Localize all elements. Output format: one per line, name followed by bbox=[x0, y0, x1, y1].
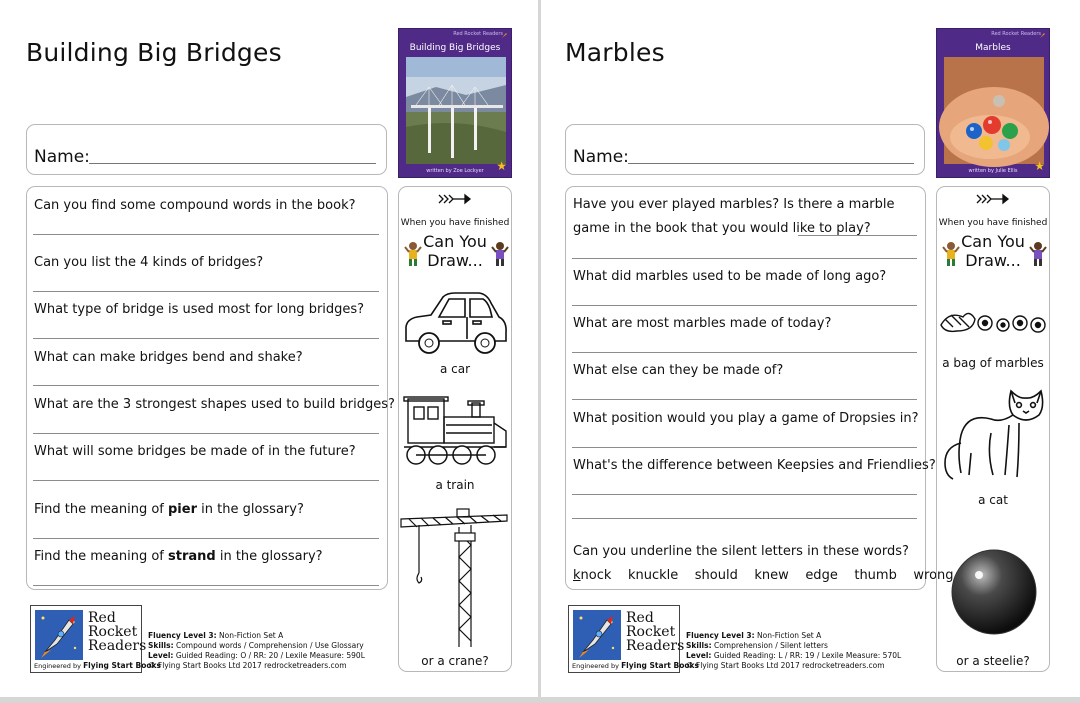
arrow-icon bbox=[937, 190, 1051, 208]
can-you-draw-heading: Can You Draw... bbox=[961, 232, 1025, 270]
logo-text: Red Rocket Readers bbox=[88, 610, 147, 654]
bridge-photo bbox=[406, 57, 506, 164]
rocket-icon bbox=[1036, 32, 1046, 42]
word-wrong[interactable]: wrong bbox=[913, 568, 954, 583]
answer-line[interactable] bbox=[33, 338, 379, 339]
question-1: Can you find some compound words in the book? bbox=[34, 198, 356, 213]
logo-text: Red Rocket Readers bbox=[626, 610, 685, 654]
answer-line[interactable] bbox=[33, 291, 379, 292]
word-thumb[interactable]: thumb bbox=[854, 568, 897, 583]
draw-label-train: a train bbox=[435, 478, 475, 492]
answer-line[interactable] bbox=[572, 305, 917, 306]
page-title: Building Big Bridges bbox=[26, 38, 282, 67]
rocket-icon bbox=[498, 32, 508, 42]
cover-author: written by Julie Ellis bbox=[968, 168, 1018, 174]
answer-line[interactable] bbox=[33, 480, 379, 481]
name-box bbox=[26, 124, 387, 175]
logo-engineered-by: Engineered by Flying Start Books bbox=[34, 661, 161, 670]
question-8: Find the meaning of strand in the glossary? bbox=[34, 549, 323, 564]
cover-series-label: Red Rocket Readers bbox=[453, 31, 503, 37]
question-6: What will some bridges be made of in the future? bbox=[34, 444, 356, 459]
question-5: What are the 3 strongest shapes used to build bridges? bbox=[34, 397, 395, 412]
answer-line[interactable] bbox=[33, 234, 379, 235]
can-you-draw-box bbox=[398, 186, 512, 672]
word-knock[interactable]: knock bbox=[573, 568, 612, 583]
book-info: Fluency Level 3: Non-Fiction Set A Skills: Compound words / Comprehension / Use Glossary Level: Guided Reading: O / RR: 20 / Lexile Measure: 590L © Flying Start Books Ltd 2017 redrocketreaders.com bbox=[148, 631, 365, 670]
star-icon: ★ bbox=[496, 159, 507, 173]
kid-icon bbox=[942, 241, 960, 267]
kid-icon bbox=[491, 241, 509, 267]
answer-line[interactable] bbox=[572, 494, 917, 495]
book-cover bbox=[936, 28, 1050, 178]
glossary-word-pier: pier bbox=[168, 502, 197, 517]
train-picture bbox=[402, 395, 510, 469]
book-info: Fluency Level 3: Non-Fiction Set A Skills: Comprehension / Silent letters Level: Guided Reading: L / RR: 19 / Lexile Measure: 570L © Flying Start Books Ltd 2017 redrocketreaders.com bbox=[686, 631, 902, 670]
draw-label-bag-of-marbles: a bag of marbles bbox=[942, 356, 1044, 370]
silent-letter-k: k bbox=[573, 568, 581, 583]
silent-letter-words bbox=[573, 564, 954, 588]
draw-label-cat: a cat bbox=[978, 493, 1008, 507]
question-1: Have you ever played marbles? Is there a marble game in the book that you would like to play? bbox=[573, 197, 895, 236]
word-edge[interactable]: edge bbox=[805, 568, 838, 583]
question-7: Find the meaning of pier in the glossary? bbox=[34, 502, 304, 517]
steelie-picture bbox=[947, 545, 1041, 639]
question-6: What's the difference between Keepsies and Friendlies? bbox=[573, 458, 936, 473]
kid-icon bbox=[404, 241, 422, 267]
answer-line[interactable] bbox=[572, 518, 917, 519]
rocket-logo-icon bbox=[573, 610, 621, 660]
questions-box bbox=[565, 186, 954, 590]
question-3: What type of bridge is used most for long bridges? bbox=[34, 302, 365, 317]
answer-line[interactable] bbox=[572, 447, 917, 448]
answer-line[interactable] bbox=[572, 352, 917, 353]
can-you-draw-box bbox=[936, 186, 1050, 672]
cover-author: written by Zoe Lockyer bbox=[426, 168, 484, 174]
draw-label-car: a car bbox=[439, 362, 471, 376]
cover-title: Building Big Bridges bbox=[409, 43, 501, 53]
name-label: Name: bbox=[573, 147, 629, 167]
logo-engineered-by: Engineered by Flying Start Books bbox=[572, 661, 699, 670]
car-picture bbox=[403, 289, 509, 359]
rocket-logo-icon bbox=[35, 610, 83, 660]
question-4: What else can they be made of? bbox=[573, 363, 784, 378]
page-title: Marbles bbox=[565, 38, 665, 67]
answer-line[interactable] bbox=[33, 433, 379, 434]
finished-label: When you have finished bbox=[938, 218, 1048, 228]
cover-series-label: Red Rocket Readers bbox=[991, 31, 1041, 37]
can-you-draw-heading: Can You Draw... bbox=[423, 232, 487, 270]
answer-line[interactable] bbox=[572, 399, 917, 400]
question-4: What can make bridges bend and shake? bbox=[34, 350, 303, 365]
name-box bbox=[565, 124, 925, 175]
question-5: What position would you play a game of Dropsies in? bbox=[573, 411, 919, 426]
worksheet-page-marbles bbox=[541, 0, 1080, 697]
name-line[interactable] bbox=[628, 163, 914, 164]
arrow-icon bbox=[399, 190, 513, 208]
word-knew[interactable]: knew bbox=[754, 568, 789, 583]
name-line[interactable] bbox=[89, 163, 376, 164]
question-7: Can you underline the silent letters in these words? bbox=[573, 544, 909, 559]
cover-title: Marbles bbox=[975, 43, 1011, 53]
crane-picture bbox=[399, 509, 511, 649]
kid-icon bbox=[1029, 241, 1047, 267]
question-2: Can you list the 4 kinds of bridges? bbox=[34, 255, 264, 270]
bag-of-marbles-picture bbox=[939, 305, 1049, 339]
answer-line[interactable] bbox=[572, 258, 917, 259]
star-icon: ★ bbox=[1034, 159, 1045, 173]
answer-line[interactable] bbox=[798, 235, 917, 236]
answer-line[interactable] bbox=[33, 585, 379, 586]
red-rocket-readers-logo bbox=[568, 605, 699, 673]
questions-box bbox=[26, 186, 395, 590]
question-3: What are most marbles made of today? bbox=[573, 316, 832, 331]
glossary-word-strand: strand bbox=[168, 549, 216, 564]
red-rocket-readers-logo bbox=[30, 605, 161, 673]
cat-picture bbox=[941, 383, 1047, 487]
question-2: What did marbles used to be made of long ago? bbox=[573, 269, 887, 284]
draw-label-steelie: or a steelie? bbox=[956, 654, 1030, 668]
word-should[interactable]: should bbox=[694, 568, 738, 583]
answer-line[interactable] bbox=[33, 538, 379, 539]
answer-line[interactable] bbox=[33, 385, 379, 386]
worksheet-page-building-big-bridges bbox=[0, 0, 538, 697]
book-cover bbox=[398, 28, 512, 178]
marbles-photo bbox=[944, 57, 1044, 164]
finished-label: When you have finished bbox=[400, 218, 510, 228]
word-knuckle[interactable]: knuckle bbox=[627, 568, 679, 583]
draw-label-crane: or a crane? bbox=[421, 654, 489, 668]
name-label: Name: bbox=[34, 147, 90, 167]
